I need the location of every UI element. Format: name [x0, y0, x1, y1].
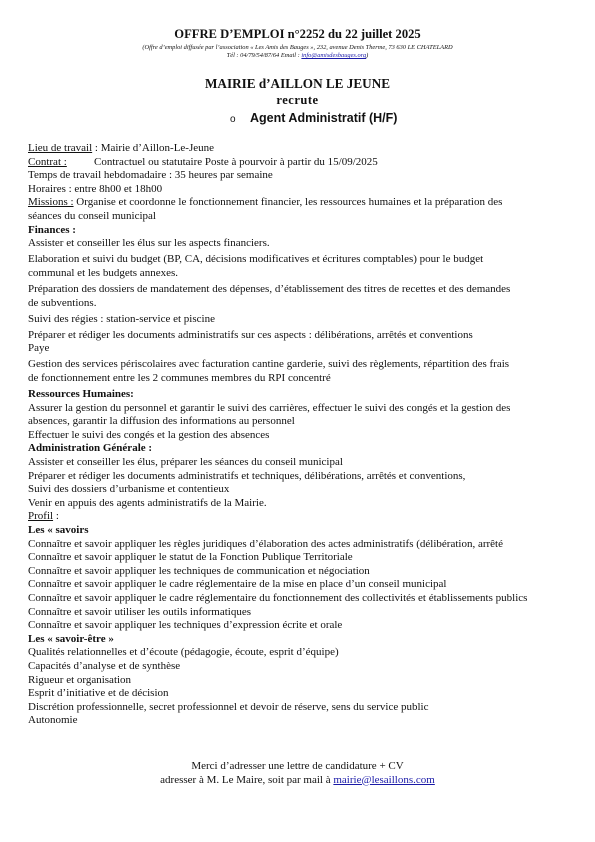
- profil-line: [28, 510, 578, 524]
- contact-close-paren: ): [366, 52, 369, 59]
- profil-label: Profil: [28, 510, 54, 523]
- savoirs-item: Connaître et savoir appliquer les règles juridiques d’élaboration des actes administratifs (délibération, arrêté: [28, 537, 503, 550]
- footer-line-1: Merci d’adresser une lettre de candidature + CV: [191, 760, 404, 772]
- admin-item: Assister et conseiller les élus, préparer les séances du conseil municipal: [28, 456, 343, 469]
- contact-email-link[interactable]: info@amisdesbauges.org: [301, 52, 367, 59]
- admin-item: Venir en appuis des agents administratifs de la Mairie.: [28, 496, 267, 509]
- lieu-value: : Mairie d’Aillon-Le-Jeune: [92, 142, 215, 154]
- savoirs-item: Connaître et savoir appliquer le cadre réglementaire de la mise en place d’un conseil municipal: [28, 578, 447, 591]
- admin-item: Suivi des dossiers d’urbanisme et contentieux: [28, 483, 230, 496]
- finances-item: Elaboration et suivi du budget (BP, CA, décisions modificatives et écritures comptables) pour le budget: [28, 253, 484, 266]
- savoir-etre-item: Qualités relationnelles et d’écoute (pédagogie, écoute, esprit d’équipe): [28, 646, 339, 659]
- contrat-value: Contractuel ou statutaire Poste à pourvoir à partir du 15/09/2025: [94, 155, 378, 168]
- job-title-text: Agent Administratif (H/F): [250, 111, 398, 125]
- mairie-email-link[interactable]: mairie@lesaillons.com: [333, 773, 435, 786]
- finances-heading: Finances :: [28, 223, 76, 236]
- missions-label: Missions :: [28, 196, 74, 209]
- footer-line-2: [0, 774, 595, 788]
- missions-line-2: séances du conseil municipal: [28, 209, 156, 222]
- rh-item: Assurer la gestion du personnel et garantir le suivi des carrières, effectuer le suivi des congés et la gestion des: [28, 401, 511, 414]
- recrute-label: recrute: [276, 93, 319, 107]
- job-title: [230, 111, 397, 125]
- bullet-icon: o: [230, 114, 236, 125]
- offer-source-line: (Offre d’emploi diffusée par l’association « Les Amis des Bauges », 232, avenue Denis Therme, 73 630 LE CHATELARD: [142, 44, 453, 51]
- savoir-etre-list: [28, 646, 578, 728]
- savoirs-item: Connaître et savoir appliquer le cadre réglementaire du fonctionnement des collectivités et établissements publics: [28, 592, 528, 604]
- offer-body: [28, 142, 578, 728]
- savoir-etre-item: Autonomie: [28, 714, 78, 727]
- contrat-line: [28, 156, 578, 170]
- savoir-etre-heading: Les « savoir-être »: [28, 632, 114, 645]
- offer-title: OFFRE D’EMPLOI n°2252 du 22 juillet 2025: [174, 27, 421, 41]
- savoirs-item: Connaître et savoir appliquer les techniques d’expression écrite et orale: [28, 619, 343, 632]
- footer-line-2-text: adresser à M. Le Maire, soit par mail à: [160, 773, 334, 786]
- profil-colon: :: [53, 510, 59, 523]
- missions-text: Organise et coordonne le fonctionnement financier, les ressources humaines et la préparation des: [73, 196, 503, 209]
- lieu-label: Lieu de travail: [28, 142, 93, 154]
- temps-line: Temps de travail hebdomadaire : 35 heures par semaine: [28, 169, 273, 182]
- horaires-line: Horaires : entre 8h00 et 18h00: [28, 182, 163, 195]
- finances-item: Suivi des régies : station-service et piscine: [28, 312, 215, 325]
- finances-item: Assister et conseiller les élus sur les aspects financiers.: [28, 237, 270, 250]
- savoirs-item: Connaître et savoir appliquer les techniques de communication et négociation: [28, 564, 370, 577]
- finances-item: de fonctionnement entre les 2 communes membres du RPI concentré: [28, 372, 331, 384]
- lieu-line: [28, 142, 578, 156]
- savoir-etre-item: Rigueur et organisation: [28, 673, 132, 686]
- offer-contact-line: [0, 52, 595, 59]
- admin-item: Préparer et rédiger les documents administratifs et techniques, délibérations, arrêtés et conventions,: [28, 469, 466, 482]
- finances-item: Paye: [28, 342, 50, 355]
- finances-item: Préparation des dossiers de mandatement des dépenses, d’établissement des titres de recettes et des demandes: [28, 282, 511, 295]
- finances-item: de subventions.: [28, 296, 97, 309]
- finances-item: communal et les budgets annexes.: [28, 266, 178, 279]
- savoirs-list: [28, 538, 578, 633]
- finances-item: Gestion des services périscolaires avec facturation cantine garderie, suivi des règlements, répartition des frais: [28, 358, 510, 371]
- finances-list: [28, 237, 578, 385]
- finances-item: Préparer et rédiger les documents administratifs sur ces aspects : délibérations, arrêtés et conventions: [28, 328, 473, 341]
- savoir-etre-item: Discrétion professionnelle, secret professionnel et devoir de réserve, sens du service public: [28, 700, 429, 713]
- savoir-etre-item: Esprit d’initiative et de décision: [28, 687, 169, 700]
- savoirs-item: Connaître et savoir utiliser les outils informatiques: [28, 605, 252, 618]
- employer-name: MAIRIE d’AILLON LE JEUNE: [204, 76, 391, 91]
- savoirs-heading: Les « savoirs: [28, 524, 89, 537]
- rh-list: [28, 402, 578, 443]
- savoir-etre-item: Capacités d’analyse et de synthèse: [28, 659, 181, 672]
- rh-item: Effectuer le suivi des congés et la gestion des absences: [28, 428, 270, 441]
- contrat-label: Contrat :: [28, 155, 67, 168]
- rh-heading: Ressources Humaines:: [28, 388, 134, 401]
- savoirs-item: Connaître et savoir appliquer le statut de la Fonction Publique Territoriale: [28, 551, 353, 564]
- admin-list: [28, 456, 578, 510]
- contact-phone: Tél : 04/79/54/87/64 Email :: [226, 52, 302, 59]
- rh-item: absences, garantir la diffusion des informations au personnel: [28, 415, 295, 428]
- missions-line: [28, 196, 578, 210]
- footer: [0, 760, 595, 787]
- admin-heading: Administration Générale :: [28, 442, 153, 455]
